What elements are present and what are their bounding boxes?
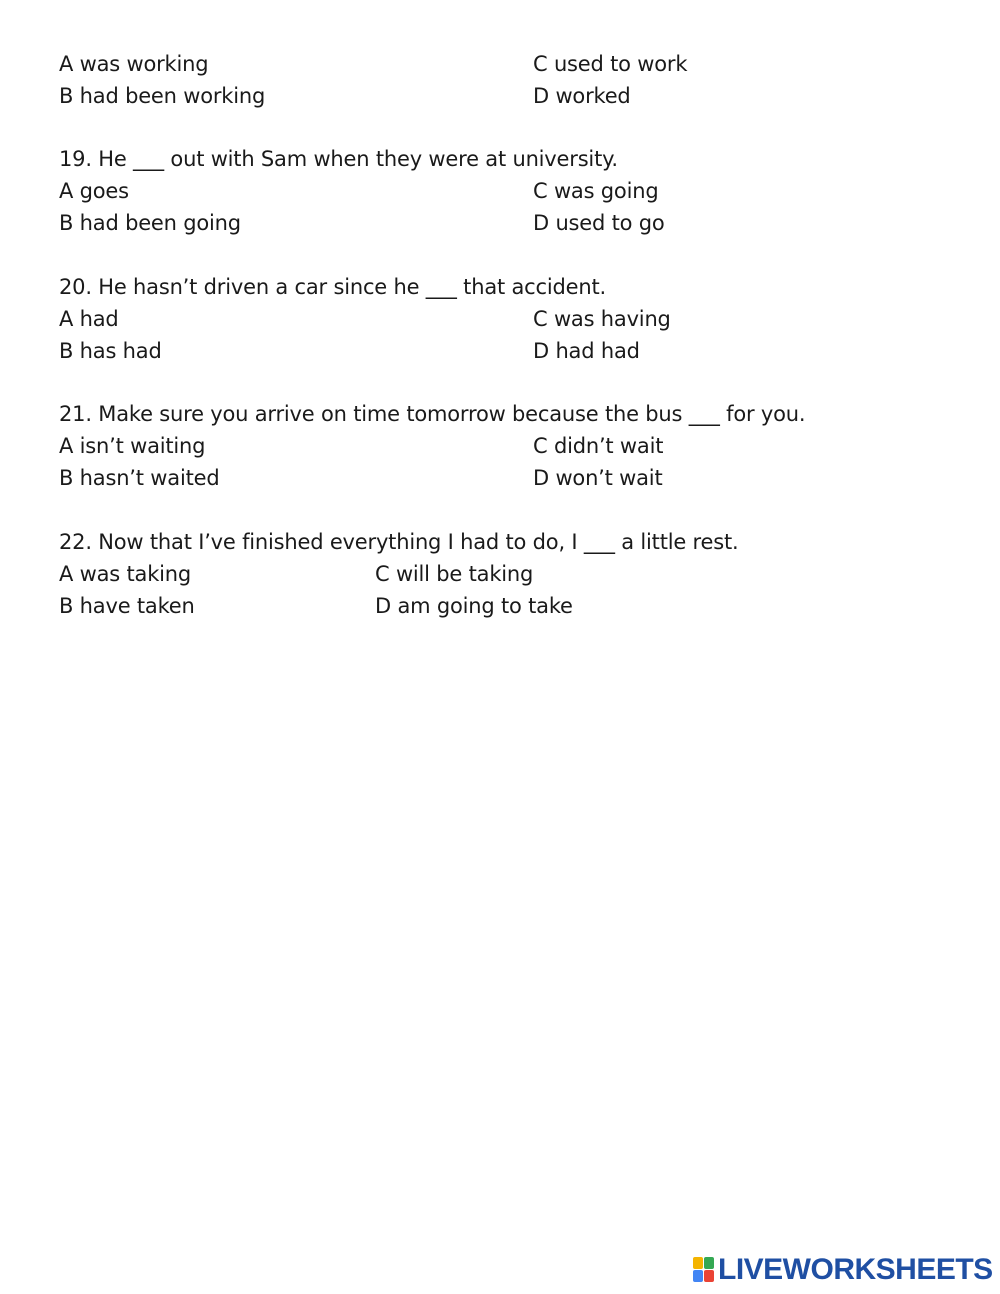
option-a[interactable]: A had <box>59 307 119 331</box>
option-b[interactable]: B had been working <box>59 84 266 108</box>
option-d[interactable]: D worked <box>533 84 631 108</box>
option-c[interactable]: C was having <box>533 307 671 331</box>
liveworksheets-logo-icon <box>693 1257 715 1283</box>
option-a[interactable]: A was taking <box>59 562 192 586</box>
question-22-text: 22. Now that I’ve finished everything I had to do, I ___ a little rest. <box>59 530 739 554</box>
question-21-text: 21. Make sure you arrive on time tomorrow because the bus ___ for you. <box>59 402 806 426</box>
liveworksheets-logo <box>693 1255 993 1285</box>
option-b[interactable]: B hasn’t waited <box>59 466 220 490</box>
option-d[interactable]: D had had <box>533 339 640 363</box>
option-a[interactable]: A isn’t waiting <box>59 434 206 458</box>
option-a[interactable]: A goes <box>59 179 129 203</box>
question-20-text: 20. He hasn’t driven a car since he ___ that accident. <box>59 275 606 299</box>
option-c[interactable]: C was going <box>533 179 659 203</box>
option-c[interactable]: C used to work <box>533 52 688 76</box>
option-b[interactable]: B had been going <box>59 211 241 235</box>
option-d[interactable]: D won’t wait <box>533 466 663 490</box>
question-19-text: 19. He ___ out with Sam when they were at university. <box>59 147 618 171</box>
option-a[interactable]: A was working <box>59 52 209 76</box>
option-d[interactable]: D am going to take <box>375 594 573 618</box>
option-b[interactable]: B has had <box>59 339 162 363</box>
option-c[interactable]: C didn’t wait <box>533 434 664 458</box>
option-b[interactable]: B have taken <box>59 594 195 618</box>
option-d[interactable]: D used to go <box>533 211 665 235</box>
logo-text: LIVEWORKSHEETS <box>718 1253 993 1286</box>
option-c[interactable]: C will be taking <box>375 562 534 586</box>
